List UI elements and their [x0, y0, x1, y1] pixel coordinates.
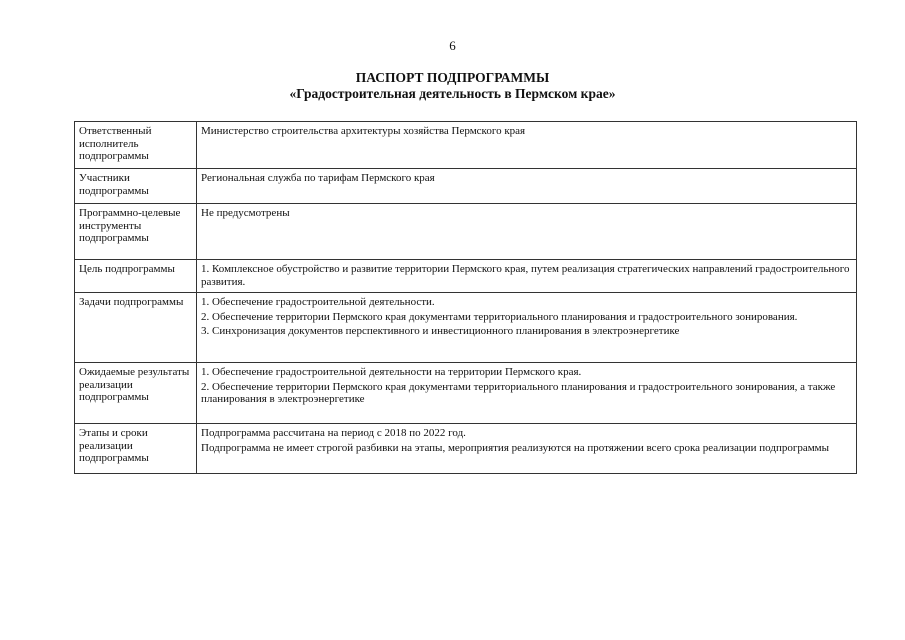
passport-table — [74, 121, 857, 474]
table-row — [75, 204, 857, 260]
content-paragraph: 1. Комплексное обустройство и развитие территории Пермского края, путем реализация стратегических направлений градостроительного развития. — [201, 263, 850, 288]
row-content — [197, 204, 857, 260]
document-title — [0, 70, 905, 102]
row-label: Задачи подпрограммы — [75, 293, 197, 363]
row-label: Этапы и сроки реализации подпрограммы — [75, 424, 197, 474]
row-label: Цель подпрограммы — [75, 260, 197, 293]
table-row — [75, 424, 857, 474]
table-row — [75, 122, 857, 169]
content-paragraph: 1. Обеспечение градостроительной деятельности на территории Пермского края. — [201, 366, 582, 378]
content-paragraph: 2. Обеспечение территории Пермского края документами территориального планирования и градостроительного зонирования. — [201, 310, 798, 323]
row-label: Ожидаемые результаты реализации подпрограммы — [75, 363, 197, 424]
content-paragraph: 2. Обеспечение территории Пермского края документами территориального планирования и градостроительного зонирования, а также планирования в электроэнергетике — [201, 380, 836, 405]
row-content — [197, 169, 857, 204]
content-paragraph: Министерство строительства архитектуры хозяйства Пермского края — [201, 125, 526, 137]
row-label: Ответственный исполнитель подпрограммы — [75, 122, 197, 169]
row-content — [197, 363, 857, 424]
content-paragraph: Подпрограмма не имеет строгой разбивки на этапы, мероприятия реализуются на протяжении всего срока реализации подпрограммы — [201, 441, 830, 454]
content-paragraph: Не предусмотрены — [201, 207, 290, 219]
content-paragraph: Региональная служба по тарифам Пермского края — [201, 172, 435, 184]
table-row — [75, 293, 857, 363]
content-paragraph: 1. Обеспечение градостроительной деятельности. — [201, 296, 435, 308]
row-content — [197, 293, 857, 363]
table-row — [75, 169, 857, 204]
title-line-2: «Градостроительная деятельность в Пермском крае» — [289, 86, 616, 101]
content-paragraph: Подпрограмма рассчитана на период с 2018 по 2022 год. — [201, 427, 466, 439]
row-content — [197, 424, 857, 474]
row-content — [197, 122, 857, 169]
table-row — [75, 260, 857, 293]
row-label: Участники подпрограммы — [75, 169, 197, 204]
table-row — [75, 363, 857, 424]
row-label: Программно-целевые инструменты подпрограммы — [75, 204, 197, 260]
title-line-1: ПАСПОРТ ПОДПРОГРАММЫ — [355, 70, 550, 85]
row-content — [197, 260, 857, 293]
page-number: 6 — [449, 38, 456, 53]
content-paragraph: 3. Синхронизация документов перспективного и инвестиционного планирования в электроэнергетике — [201, 325, 680, 337]
